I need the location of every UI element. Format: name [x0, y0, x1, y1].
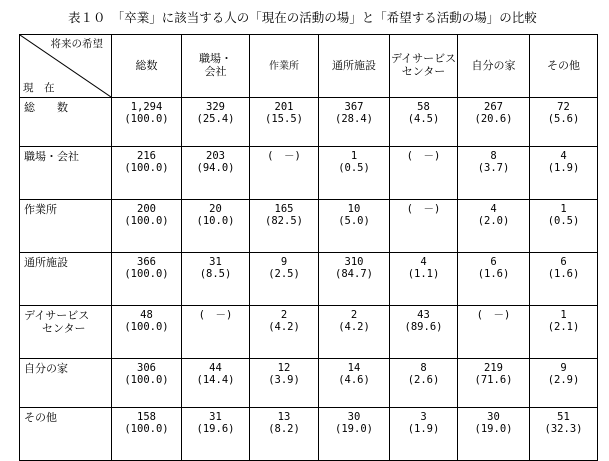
cell-percent: (100.0)	[124, 215, 169, 228]
cell-percent: (100.0)	[124, 321, 169, 334]
table-cell	[390, 408, 458, 461]
col-header-workplace: 職場・ 会社	[182, 35, 250, 98]
cell-percent: (2.5)	[268, 268, 300, 281]
row-label	[20, 147, 112, 200]
table-cell	[390, 147, 458, 200]
corner-label-current: 現 在	[23, 81, 55, 94]
cell-count: 12	[277, 362, 291, 374]
cell-percent: (3.9)	[268, 374, 300, 387]
cell-count: 2	[280, 309, 288, 321]
cell-count: 329	[206, 101, 225, 113]
cell-count: 165	[274, 203, 294, 215]
cell-count: 8	[420, 362, 427, 374]
table-cell	[250, 408, 319, 461]
table-cell	[112, 253, 182, 306]
table-cell	[390, 98, 458, 147]
cell-count: 4	[420, 256, 427, 268]
table-cell	[112, 359, 182, 408]
table-cell	[458, 98, 530, 147]
row-label	[20, 200, 112, 253]
cell-count: 4	[560, 150, 567, 162]
cell-count: 306	[137, 362, 156, 374]
table-row	[20, 253, 598, 306]
table-row	[20, 359, 598, 408]
table-cell	[250, 253, 319, 306]
col-header-total: 総数	[112, 35, 182, 98]
table-cell	[319, 98, 390, 147]
row-label	[20, 98, 112, 147]
cell-percent: (2.9)	[547, 374, 580, 387]
cell-count: 200	[137, 203, 156, 215]
cell-percent: (3.7)	[477, 162, 510, 175]
cell-count: 158	[137, 411, 156, 423]
table-cell	[458, 200, 530, 253]
row-label-text: 自分の家	[24, 362, 68, 375]
table-body	[20, 98, 598, 461]
cell-percent: (14.4)	[196, 374, 235, 387]
table-cell	[319, 147, 390, 200]
cell-percent: (8.2)	[268, 423, 300, 436]
row-label	[20, 408, 112, 461]
table-cell	[530, 200, 598, 253]
cell-count: ( －)	[198, 309, 233, 321]
table-cell	[530, 306, 598, 359]
cell-percent: (1.9)	[547, 162, 580, 175]
cell-count: 31	[209, 256, 222, 268]
cell-count: 30	[347, 411, 361, 423]
table-cell	[182, 306, 250, 359]
row-label	[20, 359, 112, 408]
table-row	[20, 147, 598, 200]
table-cell	[182, 253, 250, 306]
row-label-text: 職場・会社	[24, 150, 79, 163]
cell-count: 216	[137, 150, 156, 162]
table-cell	[390, 359, 458, 408]
cell-percent: (5.0)	[338, 215, 370, 228]
cell-percent: (10.0)	[196, 215, 235, 228]
table-cell	[250, 359, 319, 408]
cell-count: 20	[209, 203, 222, 215]
cell-count: ( －)	[406, 150, 441, 162]
cell-count: 1	[560, 309, 567, 321]
table-cell	[319, 306, 390, 359]
table-cell	[530, 98, 598, 147]
cell-count: 367	[344, 101, 364, 113]
cell-percent: (1.1)	[407, 268, 440, 281]
row-label-text: 総 数	[24, 101, 68, 114]
table-cell	[182, 359, 250, 408]
table-row	[20, 306, 598, 359]
cell-percent: (19.0)	[335, 423, 373, 436]
table-cell	[112, 147, 182, 200]
cell-percent: (4.2)	[268, 321, 300, 334]
cell-percent: (32.3)	[544, 423, 583, 436]
cell-count: 1	[350, 150, 358, 162]
col-header-day-service-center: デイサービス センター	[390, 35, 458, 98]
table-cell	[319, 200, 390, 253]
cell-count: 48	[140, 309, 153, 321]
col-header-day-facility: 通所施設	[319, 35, 390, 98]
cell-percent: (100.0)	[124, 162, 169, 175]
cell-percent: (0.5)	[547, 215, 580, 228]
table-cell	[182, 98, 250, 147]
row-label-text: その他	[24, 411, 57, 424]
cell-percent: (1.6)	[477, 268, 510, 281]
row-label	[20, 253, 112, 306]
table-cell	[112, 200, 182, 253]
cell-percent: (100.0)	[124, 423, 169, 436]
table-cell	[319, 359, 390, 408]
row-label-text: センター	[42, 321, 86, 335]
cell-count: 6	[560, 256, 567, 268]
table-cell	[112, 306, 182, 359]
corner-label-future: 将来の希望	[50, 38, 103, 50]
table-cell	[112, 408, 182, 461]
table-cell	[319, 253, 390, 306]
table-cell	[530, 253, 598, 306]
cell-count: 9	[280, 256, 288, 268]
cell-count: 201	[274, 101, 294, 113]
cell-count: 1,294	[130, 101, 163, 113]
table-cell	[390, 200, 458, 253]
cell-percent: (28.4)	[335, 113, 373, 126]
table-cell	[250, 200, 319, 253]
cell-count: 203	[206, 150, 225, 162]
cell-count: 219	[484, 362, 503, 374]
cell-count: 43	[417, 309, 430, 321]
table-cell	[530, 408, 598, 461]
cell-count: 1	[560, 203, 567, 215]
cell-count: 10	[347, 203, 361, 215]
cell-count: 30	[487, 411, 500, 423]
col-header-workshop: 作業所	[250, 35, 319, 98]
table-cell	[390, 253, 458, 306]
row-label-text: 作業所	[24, 203, 57, 216]
header-row	[20, 35, 598, 98]
row-label-text: デイサービス	[24, 309, 90, 322]
cell-percent: (82.5)	[265, 215, 303, 228]
cell-count: 2	[350, 309, 358, 321]
cell-count: 267	[484, 101, 503, 113]
table-title: 表１０ 「卒業」に該当する人の「現在の活動の場」と「希望する活動の場」の比較	[68, 10, 537, 25]
cell-percent: (8.5)	[199, 268, 232, 281]
table-cell	[250, 147, 319, 200]
table-cell	[458, 147, 530, 200]
table-cell	[112, 98, 182, 147]
cell-percent: (19.0)	[474, 423, 513, 436]
cell-count: 366	[137, 256, 156, 268]
comparison-table	[19, 34, 598, 461]
table-cell	[390, 306, 458, 359]
table-cell	[182, 408, 250, 461]
cell-percent: (5.6)	[547, 113, 580, 126]
row-label	[20, 306, 112, 359]
cell-percent: (94.0)	[196, 162, 235, 175]
cell-percent: (25.4)	[196, 113, 235, 126]
cell-percent: (71.6)	[474, 374, 513, 387]
cell-percent: (100.0)	[124, 374, 169, 387]
col-header-other: その他	[530, 35, 598, 98]
cell-count: 4	[490, 203, 497, 215]
table-cell	[530, 147, 598, 200]
cell-percent: (15.5)	[265, 113, 303, 126]
cell-percent: (100.0)	[124, 113, 169, 126]
cell-percent: (2.0)	[477, 215, 510, 228]
cell-count: ( －)	[267, 150, 301, 162]
cell-percent: (4.6)	[338, 374, 370, 387]
cell-percent: (0.5)	[338, 162, 370, 175]
cell-count: 72	[557, 101, 570, 113]
cell-count: ( －)	[406, 203, 441, 215]
cell-count: 310	[344, 256, 364, 268]
table-cell	[530, 359, 598, 408]
table-cell	[319, 408, 390, 461]
table-row	[20, 200, 598, 253]
cell-count: 31	[209, 411, 222, 423]
cell-percent: (2.6)	[407, 374, 440, 387]
cell-count: 44	[209, 362, 222, 374]
table-cell	[182, 200, 250, 253]
table-cell	[458, 359, 530, 408]
cell-percent: (20.6)	[474, 113, 513, 126]
cell-percent: (19.6)	[196, 423, 235, 436]
table-cell	[458, 408, 530, 461]
cell-count: 13	[277, 411, 291, 423]
table-row	[20, 98, 598, 147]
col-header-own-home: 自分の家	[458, 35, 530, 98]
cell-count: ( －)	[476, 309, 511, 321]
cell-percent: (100.0)	[124, 268, 169, 281]
cell-count: 8	[490, 150, 497, 162]
cell-count: 6	[490, 256, 497, 268]
cell-count: 51	[557, 411, 570, 423]
table-cell	[458, 306, 530, 359]
cell-count: 58	[417, 101, 430, 113]
corner-header-cell	[20, 35, 112, 98]
cell-percent: (84.7)	[335, 268, 373, 281]
cell-percent: (2.1)	[547, 321, 580, 334]
cell-percent: (89.6)	[404, 321, 443, 334]
table-cell	[458, 253, 530, 306]
row-label-text: 通所施設	[24, 256, 68, 269]
table-row	[20, 408, 598, 461]
cell-count: 9	[560, 362, 567, 374]
cell-percent: (4.5)	[407, 113, 440, 126]
cell-count: 14	[347, 362, 361, 374]
cell-count: 3	[420, 411, 427, 423]
table-cell	[250, 98, 319, 147]
table-cell	[250, 306, 319, 359]
cell-percent: (4.2)	[338, 321, 370, 334]
table-cell	[182, 147, 250, 200]
cell-percent: (1.9)	[407, 423, 440, 436]
cell-percent: (1.6)	[547, 268, 580, 281]
